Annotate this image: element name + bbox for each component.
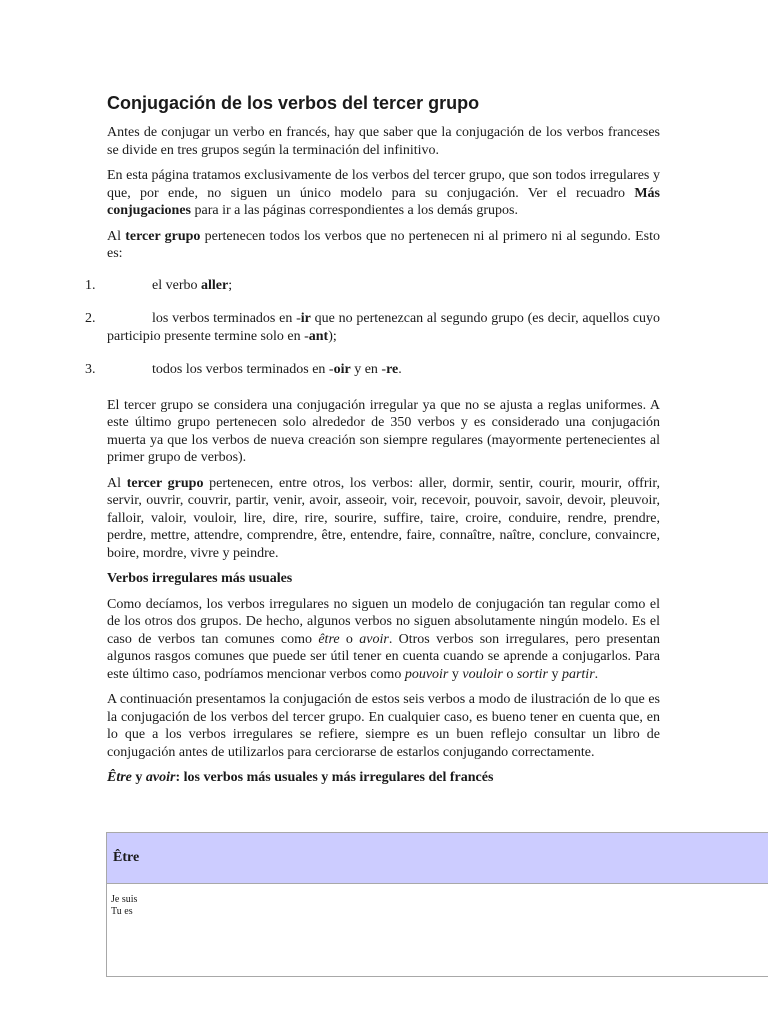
para-text: o [339, 631, 360, 647]
table-header: Être [107, 833, 768, 884]
para-text: o [502, 666, 517, 682]
list-number: 2. [85, 311, 96, 326]
list-text: y en - [350, 362, 387, 377]
list-text: los verbos terminados en - [152, 311, 301, 326]
section-heading-etre-avoir [107, 769, 660, 787]
list-item [85, 277, 660, 295]
list-text: que no pertenezcan al segundo grupo (es decir, aquellos cuyo participio presente termine solo en - [107, 311, 660, 344]
conjugation-line: Je suis [111, 894, 138, 905]
intro-paragraph [107, 124, 660, 159]
verbs-text: Al [107, 475, 127, 491]
section-heading-irregulares: Verbos irregulares más usuales [107, 571, 293, 586]
para-text: y [547, 666, 562, 682]
mas-conjugaciones-link[interactable]: Más conjugaciones [107, 185, 660, 218]
italic-verb: avoir [145, 770, 176, 785]
list-bold: oir [333, 362, 351, 377]
list-bold: ant [308, 328, 329, 344]
table-row [107, 884, 768, 976]
definition-text-end: pertenecen todos los verbos que no pertenecen ni al primero ni al segundo. Esto es: [107, 228, 661, 261]
para-text: Como decíamos, los verbos irregulares no siguen un modelo de conjugación tan regular como el de los otros dos grupos. De hecho, algunos verbos no siguen absolutamente ningún modelo. Es el caso de verbos tan comunes como [107, 596, 660, 647]
list-text: el verbo [152, 277, 201, 293]
list-number: 3. [85, 362, 96, 377]
conjugation-line: Tu es [111, 906, 133, 917]
italic-verb: être [318, 631, 340, 647]
scope-text: En esta página tratamos exclusivamente de los verbos del tercer grupo, que son todos irregulares y que, por ende, no siguen un único modelo para su conjugación. Ver el recuadro [107, 168, 660, 201]
list-text: . [398, 362, 402, 377]
italic-verb: Être [107, 770, 132, 785]
group-criteria-list [85, 277, 660, 379]
page-title: Conjugación de los verbos del tercer grupo [107, 93, 480, 113]
list-number: 1. [85, 277, 96, 293]
list-bold: ir [300, 311, 311, 326]
scope-paragraph [107, 167, 660, 220]
list-bold: re [386, 362, 399, 377]
italic-verb: pouvoir [404, 666, 449, 682]
definition-text: Al [107, 228, 126, 244]
italic-verb: vouloir [462, 666, 503, 682]
conjugation-table [106, 832, 768, 977]
italic-verb: sortir [516, 666, 548, 682]
heading-text: : los verbos más usuales y más irregulares del francés [175, 770, 494, 785]
tercer-grupo-bold: tercer grupo [125, 228, 201, 244]
irregular-usual-paragraph [107, 596, 660, 684]
list-bold: aller [200, 277, 229, 293]
para-text: . Otros verbos son irregulares, pero presentan algunos rasgos comunes que puede ser útil tener en cuenta cuando se aprende a conjugarlos. Para este último caso, podríamos mencionar verbos como [107, 631, 661, 682]
verbs-list-paragraph [107, 475, 660, 563]
intro-text: Antes de conjugar un verbo en francés, hay que saber que la conjugación de los verbos franceses se divide en tres grupos según la terminación del infinitivo. [107, 125, 660, 158]
list-text: ); [328, 328, 337, 344]
para-text: . [594, 666, 599, 682]
tercer-grupo-bold: tercer grupo [126, 475, 204, 491]
heading-text: y [131, 770, 146, 785]
irregular-paragraph: El tercer grupo se considera una conjugación irregular ya que no se ajusta a reglas uniformes. A este último grupo pertenecen solo alrededor de 350 verbos y es considerado una conjugación muerta ya que los verbos de nueva creación son siempre regulares (mayormente pertenecientes al primer grupo de verbos). [107, 397, 660, 465]
verbs-text-end: pertenecen, entre otros, los verbos: aller, dormir, sentir, courir, mourir, offrir, servir, ouvrir, couvrir, partir, venir, avoir, asseoir, voir, recevoir, pouvoir, savoir, devoir, pleuvoir, falloir, valoir, vouloir, lire, dire, rire, sourire, suffire, taire, croire, conduire, rendre, prendre, perdre, mettre, attendre, comprendre, être, entendre, faire, connaître, naître, conclure, convaincre, boire, mordre, vivre y peindre. [107, 475, 661, 561]
document-body [85, 92, 661, 795]
para-text: y [448, 666, 463, 682]
italic-verb: partir [561, 666, 595, 682]
italic-verb: avoir [359, 631, 389, 647]
list-text: ; [228, 277, 233, 293]
list-item [85, 361, 660, 379]
list-item [85, 310, 660, 345]
illustration-paragraph: A continuación presentamos la conjugación de estos seis verbos a modo de ilustración de lo que es la conjugación de los verbos del tercer grupo. En cualquier caso, es bueno tener en cuenta que, en lo que a los verbos irregulares se refiere, siempre es un buen reflejo consultar un libro de conjugación antes de utilizarlos para cerciorarse de estarlos conjugando correctamente. [107, 692, 660, 760]
list-text: todos los verbos terminados en - [152, 362, 334, 377]
scope-text-end: para ir a las páginas correspondientes a los demás grupos. [191, 203, 518, 218]
definition-paragraph [107, 228, 660, 263]
